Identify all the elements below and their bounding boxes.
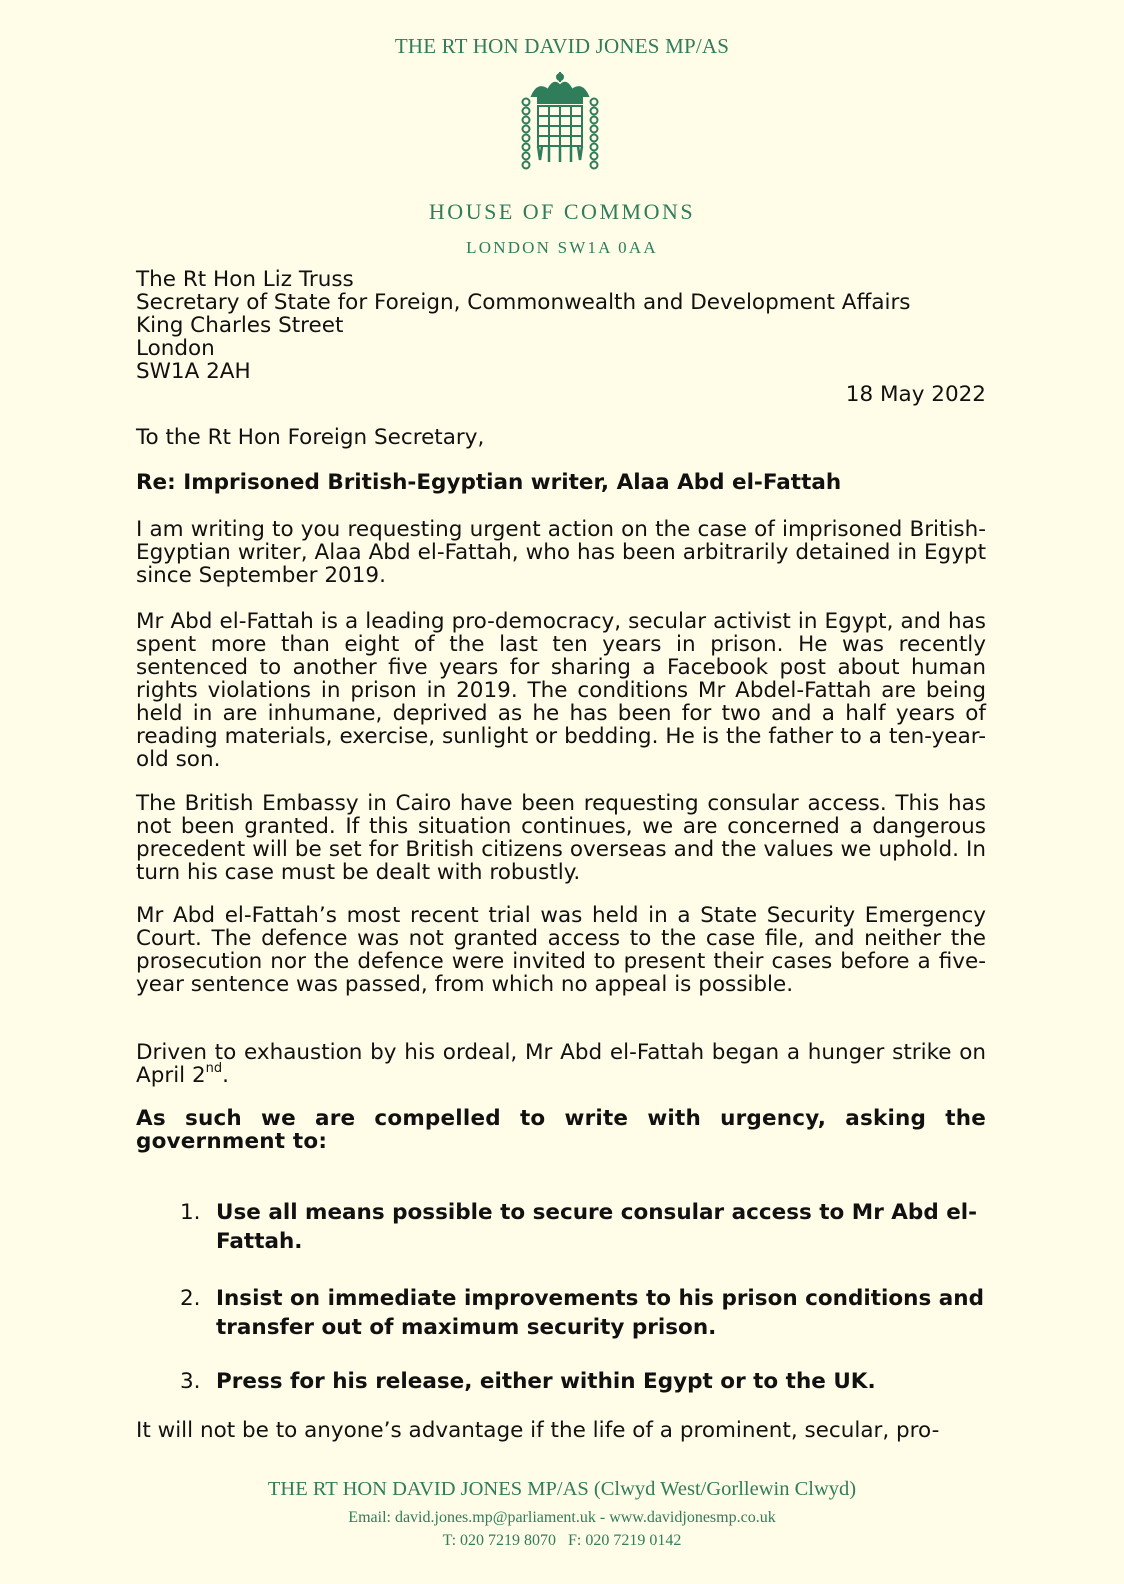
paragraph-1: I am writing to you requesting urgent action on the case of imprisoned British-Egyptian writer, Alaa Abd el-Fattah, who has been arbitrarily detained in Egypt since September 2019. [136, 517, 986, 588]
paragraph-2: Mr Abd el-Fattah is a leading pro-democracy, secular activist in Egypt, and has spent more than eight of the last ten years in prison. He was recently sentenced to another five years for sharing a Facebook post about human rights violations in prison in 2019. The conditions Mr Abdel-Fattah are being held in are inhumane, deprived as he has been for two and a half years of reading materials, exercise, sunlight or bedding. He is the father to a ten-year-old son. [136, 609, 986, 772]
list-item [180, 1284, 990, 1342]
footer-phone-fax: T: 020 7219 8070 F: 020 7219 0142 [442, 1532, 682, 1549]
list-item-number: 1. [180, 1200, 201, 1225]
list-item [180, 1198, 990, 1256]
list-item-text: Press for his release, either within Egypt or to the UK. [216, 1369, 876, 1394]
paragraph-4: Mr Abd el-Fattah’s most recent trial was held in a State Security Emergency Court. The defence was not granted access to the case file, and neither the prosecution nor the defence were invited to present their cases before a five-year sentence was passed, from which no appeal is possible. [136, 903, 986, 997]
footer-mp-name: THE RT HON DAVID JONES MP/AS (Clwyd West/Gorllewin Clwyd) [267, 1478, 857, 1500]
recipient-street: King Charles Street [136, 313, 344, 338]
salutation: To the Rt Hon Foreign Secretary, [136, 425, 485, 450]
subject-line: Re: Imprisoned British-Egyptian writer, Alaa Abd el-Fattah [136, 470, 842, 495]
paragraph-5-text: Driven to exhaustion by his ordeal, Mr Abd el-Fattah began a hunger strike on April 2 [136, 1040, 986, 1088]
mp-letterhead-name: THE RT HON DAVID JONES MP/AS [394, 34, 730, 58]
list-item [180, 1367, 990, 1396]
house-of-commons-heading: HOUSE OF COMMONS [428, 199, 696, 224]
paragraph-5-end: . [222, 1063, 229, 1088]
recipient-address [136, 268, 986, 383]
ordinal-suffix: nd [205, 1060, 223, 1076]
paragraph-7: It will not be to anyone’s advantage if the life of a prominent, secular, pro- [136, 1418, 940, 1443]
list-item-number: 2. [180, 1286, 201, 1311]
recipient-name: The Rt Hon Liz Truss [136, 267, 354, 292]
recipient-title: Secretary of State for Foreign, Commonwealth and Development Affairs [136, 290, 911, 315]
portcullis-icon [516, 70, 604, 170]
recipient-city: London [136, 336, 215, 361]
recipient-postcode: SW1A 2AH [136, 359, 251, 384]
paragraph-3: The British Embassy in Cairo have been requesting consular access. This has not been granted. If this situation continues, we are concerned a dangerous precedent will be set for British citizens overseas and the values we uphold. In turn his case must be dealt with robustly. [136, 791, 986, 885]
list-item-number: 3. [180, 1369, 201, 1394]
list-item-text: Insist on immediate improvements to his prison conditions and transfer out of maximum security prison. [216, 1286, 984, 1340]
request-intro: As such we are compelled to write with urgency, asking the government to: [136, 1106, 986, 1154]
letterhead-address: LONDON SW1A 0AA [466, 238, 658, 257]
list-item-text: Use all means possible to secure consular access to Mr Abd el-Fattah. [216, 1200, 978, 1254]
letter-date: 18 May 2022 [845, 382, 986, 407]
paragraph-5 [136, 1041, 986, 1087]
footer-contact-links[interactable]: Email: david.jones.mp@parliament.uk - www.davidjonesmp.co.uk [348, 1509, 776, 1526]
